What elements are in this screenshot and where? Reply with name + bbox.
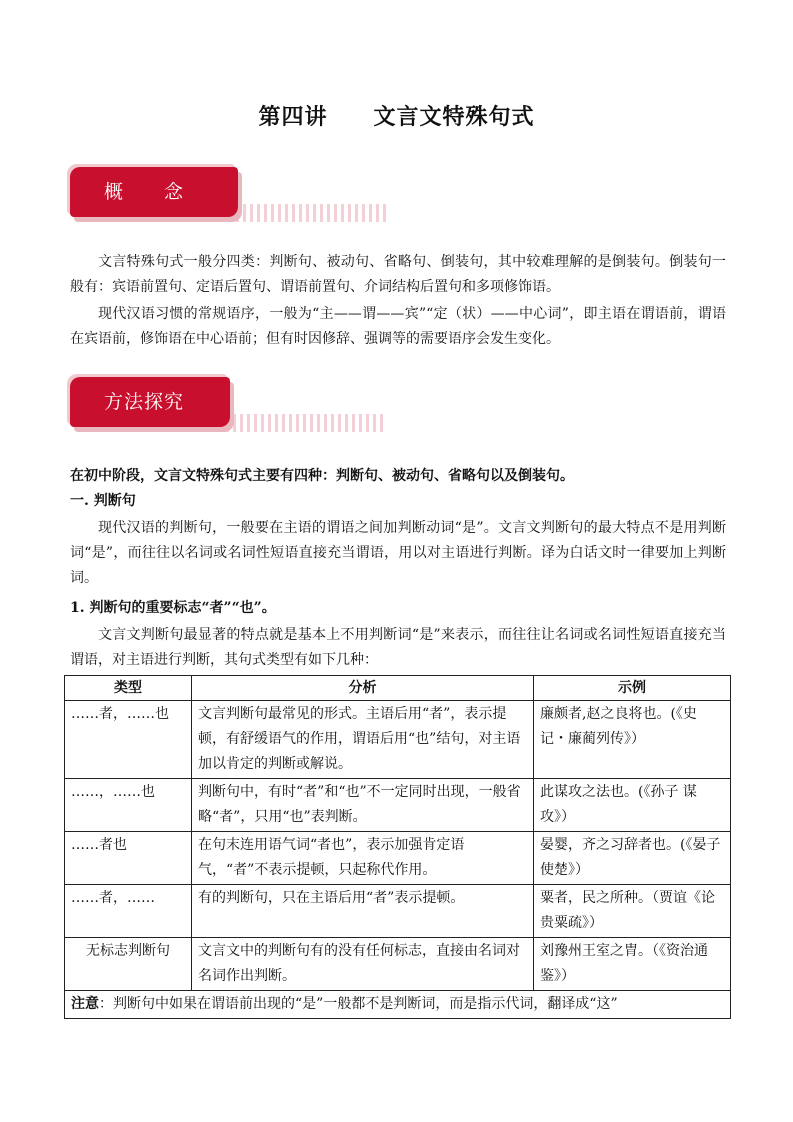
concept-paragraph-2: 现代汉语习惯的常规语序，一般为“主——谓——宾”“定（状）——中心词”，即主语在谓语前，谓语在宾语前，修饰语在中心语前；但有时因修辞、强调等的需要语序会发生变化。	[70, 306, 726, 347]
heading-judgment-sentence: 一. 判断句	[70, 493, 136, 509]
banner-decoration	[236, 204, 386, 222]
table-cell: 文言文中的判断句有的没有任何标志，直接由名词对名词作出判断。	[192, 938, 534, 991]
judgment-types-paragraph: 文言文判断句最显著的特点就是基本上不用判断词“是”来表示，而往往让名词或名词性短语直接充当谓语，对主语进行判断，其句式类型有如下几种：	[70, 627, 726, 668]
table-row	[65, 938, 731, 991]
table-cell: 有的判断句，只在主语后用“者”表示提顿。	[192, 885, 534, 938]
table-header: 类型	[65, 676, 192, 701]
banner-decoration	[226, 414, 386, 432]
judgment-paragraph: 现代汉语的判断句，一般要在主语的谓语之间加判断动词“是”。文言文判断句的最大特点不是用判断词“是”，而往往以名词或名词性短语直接充当谓语，用以对主语进行判断。译为白话文时一律要加上判断词。	[70, 520, 726, 586]
table-header-row	[65, 676, 731, 701]
table-note-row	[65, 991, 731, 1019]
table-cell: 此谋攻之法也。(《孙子 谋攻》）	[534, 779, 731, 832]
note-text: ：判断句中如果在谓语前出现的“是”一般都不是判断词，而是指示代词，翻译成“这”	[99, 996, 618, 1012]
table-note	[65, 991, 731, 1019]
table-header: 分析	[192, 676, 534, 701]
method-intro: 在初中阶段，文言文特殊句式主要有四种：判断句、被动句、省略句以及倒装句。	[70, 468, 574, 484]
table-row	[65, 832, 731, 885]
table-cell: 无标志判断句	[65, 938, 192, 991]
table-header: 示例	[534, 676, 731, 701]
heading-judgment-markers: 1. 判断句的重要标志“者”“也”。	[70, 600, 276, 616]
table-row	[65, 779, 731, 832]
table-cell: 廉颇者,赵之良将也。(《史记・廉蔺列传》）	[534, 701, 731, 779]
page-title: 第四讲 文言文特殊句式	[258, 104, 535, 130]
table-cell: 刘豫州王室之胄。（《资治通鉴》）	[534, 938, 731, 991]
table-cell: 判断句中，有时“者”和“也”不一定同时出现，一般省略“者”，只用“也”表判断。	[192, 779, 534, 832]
table-cell: ……者，……也	[65, 701, 192, 779]
table-cell: 粟者，民之所种。（贾谊《论贵粟疏》）	[534, 885, 731, 938]
table-cell: 文言判断句最常见的形式。主语后用“者”，表示提顿，有舒缓语气的作用，谓语后用“也”结句，对主语加以肯定的判断或解说。	[192, 701, 534, 779]
section-banner-concept: 概 念	[70, 167, 238, 217]
table-row	[65, 885, 731, 938]
judgment-types-table	[64, 675, 731, 1019]
table-cell: ……者，……	[65, 885, 192, 938]
note-label: 注意	[71, 996, 99, 1012]
table-cell: 在句末连用语气词“者也”，表示加强肯定语气，“者”不表示提顿，只起称代作用。	[192, 832, 534, 885]
table-row	[65, 701, 731, 779]
concept-paragraph-1: 文言特殊句式一般分四类：判断句、被动句、省略句、倒装句，其中较难理解的是倒装句。倒装句一般有：宾语前置句、定语后置句、谓语前置句、介词结构后置句和多项修饰语。	[70, 254, 726, 295]
table-cell: ……者也	[65, 832, 192, 885]
table-cell: 晏婴，齐之习辞者也。(《晏子使楚》）	[534, 832, 731, 885]
section-banner-method: 方法探究	[70, 377, 230, 427]
table-cell: ……，……也	[65, 779, 192, 832]
